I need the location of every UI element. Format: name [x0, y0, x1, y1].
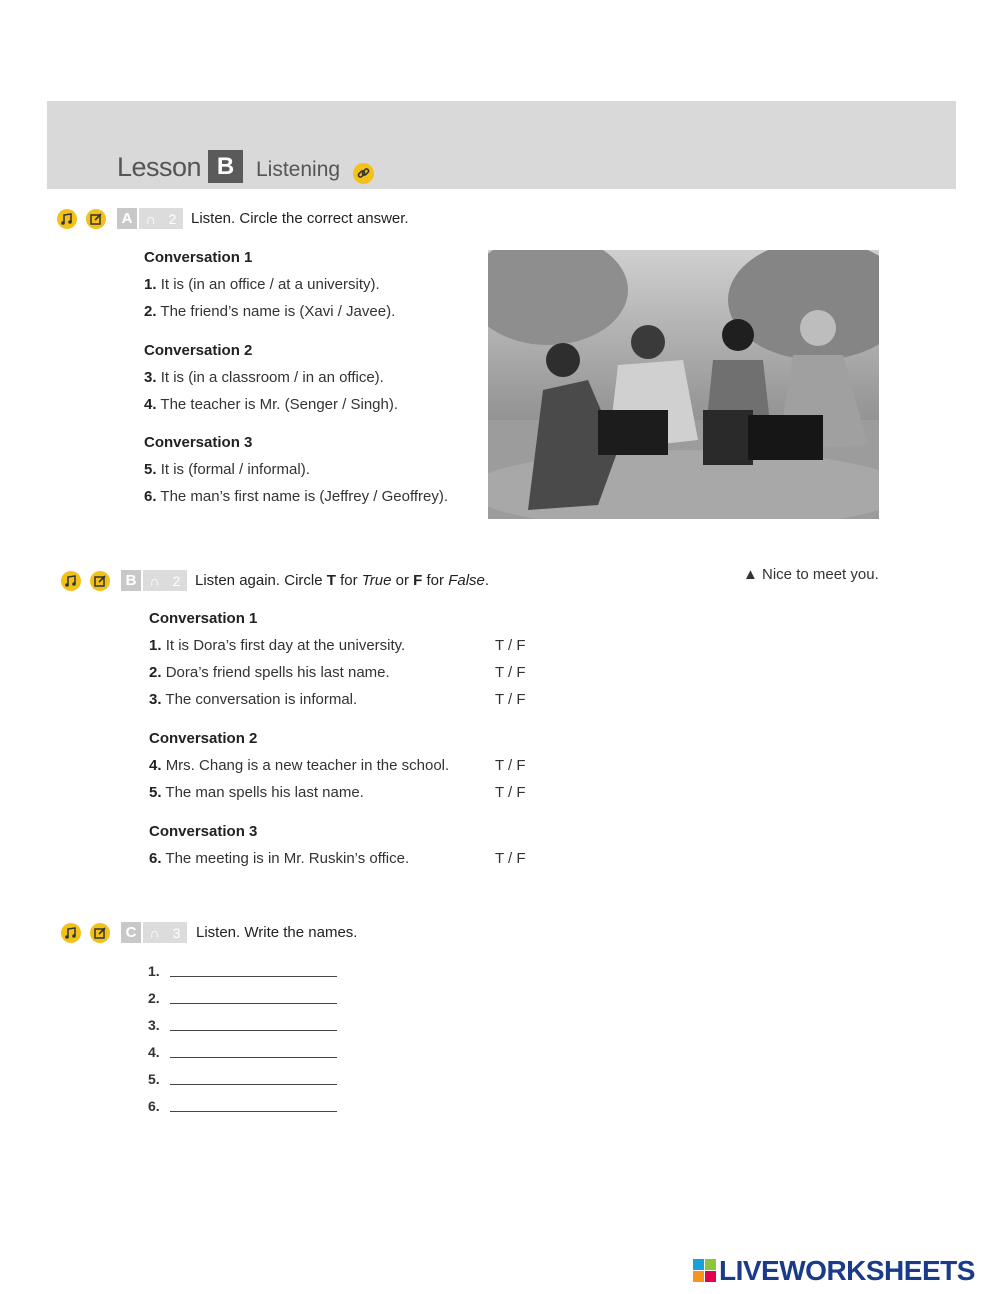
blank-number: 6. [148, 1098, 160, 1114]
question-item: 1. It is (in an office / at a university). [144, 276, 380, 293]
conversation-heading: Conversation 2 [149, 730, 258, 747]
answer-blank[interactable] [170, 1111, 337, 1112]
exercise-a-instruction: Listen. Circle the correct answer. [191, 210, 409, 227]
worksheet-icon[interactable] [90, 571, 110, 591]
exercise-c-instruction: Listen. Write the names. [196, 924, 358, 941]
answer-blank[interactable] [170, 976, 337, 977]
exercise-b-badge [121, 570, 187, 591]
statement-item: 6. The meeting is in Mr. Ruskin’s office. [149, 850, 410, 867]
true-false-choice[interactable]: T / F [495, 664, 526, 681]
question-item: 2. The friend’s name is (Xavi / Javee). [144, 303, 396, 320]
headphones-icon: ∩ 2 [139, 208, 183, 229]
answer-blank[interactable] [170, 1057, 337, 1058]
section-title: Listening [256, 158, 341, 181]
conversation-heading: Conversation 3 [149, 823, 258, 840]
audio-icon[interactable] [57, 209, 77, 229]
true-false-choice[interactable]: T / F [495, 757, 526, 774]
audio-icon[interactable] [61, 923, 81, 943]
statement-item: 1. It is Dora’s first day at the university. [149, 637, 406, 654]
question-item: 6. The man’s first name is (Jeffrey / Geoffrey). [144, 488, 449, 505]
audio-icon[interactable] [61, 571, 81, 591]
true-false-choice[interactable]: T / F [495, 637, 526, 654]
exercise-letter: A [117, 208, 137, 229]
statement-item: 2. Dora’s friend spells his last name. [149, 664, 390, 681]
statement-item: 4. Mrs. Chang is a new teacher in the school. [149, 757, 450, 774]
exercise-c-badge [121, 922, 187, 943]
question-item: 5. It is (formal / informal). [144, 461, 310, 478]
students-photo [488, 250, 879, 519]
logo-text: LIVEWORKSHEETS [719, 1255, 975, 1286]
question-item: 3. It is (in a classroom / in an office). [144, 369, 384, 386]
true-false-choice[interactable]: T / F [495, 691, 526, 708]
statement-item: 5. The man spells his last name. [149, 784, 364, 801]
worksheet-icon[interactable] [90, 923, 110, 943]
answer-blank[interactable] [170, 1030, 337, 1031]
exercise-a-badge [117, 208, 183, 229]
lesson-letter-badge: B [208, 150, 243, 183]
conversation-heading: Conversation 3 [144, 434, 253, 451]
blank-number: 5. [148, 1071, 160, 1087]
blank-number: 4. [148, 1044, 160, 1060]
blank-number: 1. [148, 963, 160, 979]
headphones-icon: ∩ 2 [143, 570, 187, 591]
conversation-heading: Conversation 1 [144, 249, 253, 266]
liveworksheets-logo[interactable] [693, 1255, 975, 1287]
conversation-heading: Conversation 2 [144, 342, 253, 359]
lesson-label: Lesson [117, 152, 202, 182]
answer-blank[interactable] [170, 1003, 337, 1004]
link-icon[interactable] [353, 163, 374, 184]
true-false-choice[interactable]: T / F [495, 784, 526, 801]
statement-item: 3. The conversation is informal. [149, 691, 358, 708]
worksheet-icon[interactable] [86, 209, 106, 229]
photo-caption: ▲ Nice to meet you. [743, 566, 879, 583]
blank-number: 3. [148, 1017, 160, 1033]
exercise-b-instruction: Listen again. Circle T for True or F for False. [195, 572, 490, 589]
logo-mark-icon [693, 1259, 717, 1283]
conversation-heading: Conversation 1 [149, 610, 258, 627]
question-item: 4. The teacher is Mr. (Senger / Singh). [144, 396, 399, 413]
exercise-letter: C [121, 922, 141, 943]
blank-number: 2. [148, 990, 160, 1006]
true-false-choice[interactable]: T / F [495, 850, 526, 867]
exercise-letter: B [121, 570, 141, 591]
answer-blank[interactable] [170, 1084, 337, 1085]
headphones-icon: ∩ 3 [143, 922, 187, 943]
